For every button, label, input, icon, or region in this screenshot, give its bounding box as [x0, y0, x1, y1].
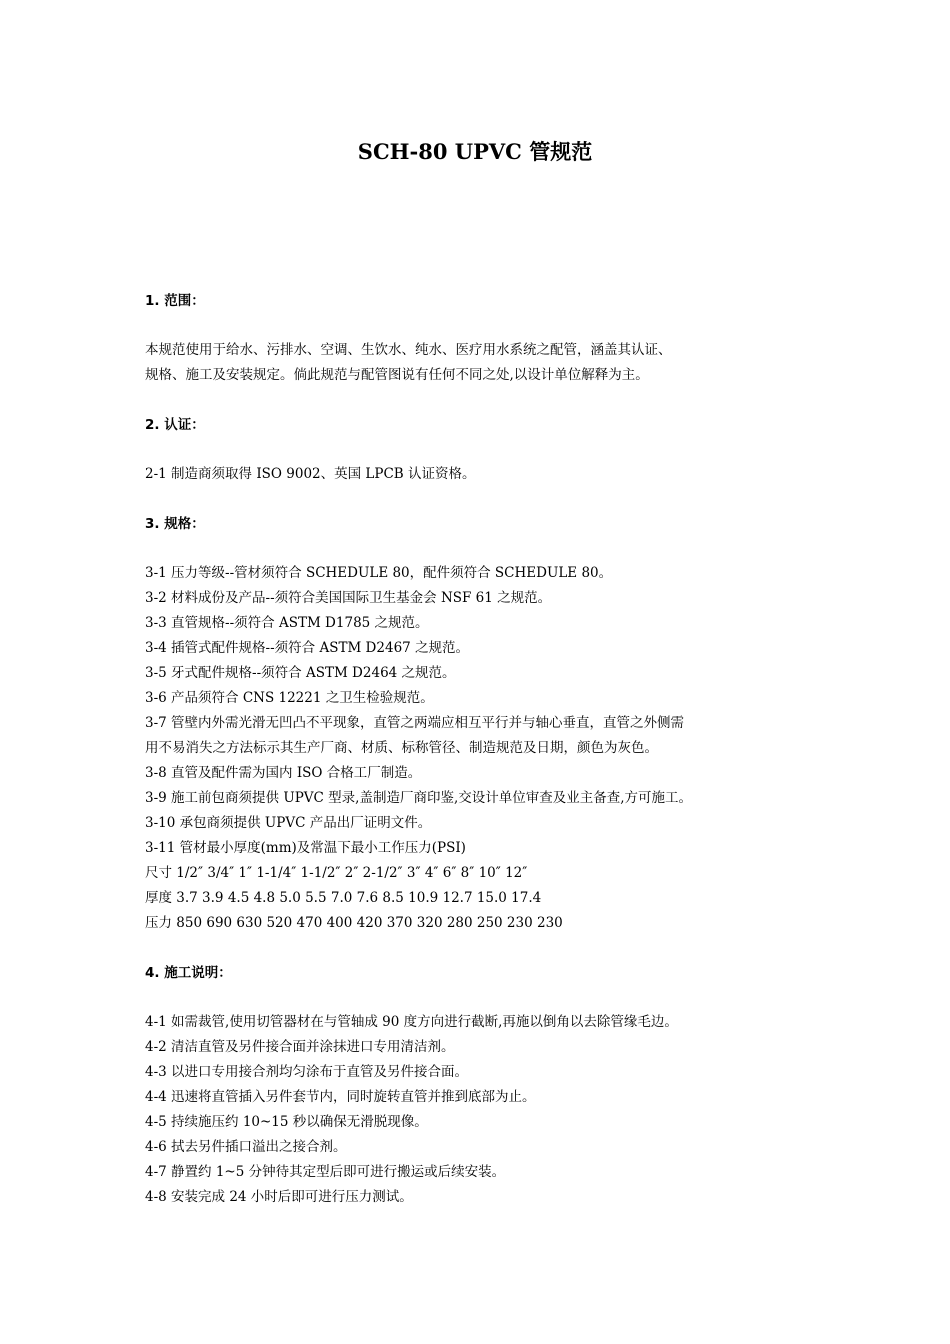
- pressure-row: 压力 850 690 630 520 470 400 420 370 320 280 250 230 230: [145, 915, 563, 931]
- list-item: 4-2 清洁直管及另件接合面并涂抹进口专用清洁剂。: [145, 1039, 455, 1055]
- thickness-row: 厚度 3.7 3.9 4.5 4.8 5.0 5.5 7.0 7.6 8.5 10.9 12.7 15.0 17.4: [145, 890, 542, 906]
- specifications-list: [145, 561, 815, 936]
- list-item: 用不易消失之方法标示其生产厂商、材质、标称管径、制造规范及日期，颜色为灰色。: [145, 740, 658, 756]
- list-item: 3-6 产品须符合 CNS 12221 之卫生检验规范。: [145, 690, 434, 706]
- document-body: [145, 288, 815, 1234]
- list-item: 4-8 安装完成 24 小时后即可进行压力测试。: [145, 1189, 413, 1205]
- list-item: 3-4 插管式配件规格--须符合 ASTM D2467 之规范。: [145, 640, 470, 656]
- list-item: 3-8 直管及配件需为国内 ISO 合格工厂制造。: [145, 765, 422, 781]
- list-item: 3-5 牙式配件规格--须符合 ASTM D2464 之规范。: [145, 665, 456, 681]
- section-heading-certification: 2. 认证：: [145, 417, 205, 433]
- list-item: 3-11 管材最小厚度(mm)及常温下最小工作压力(PSI): [145, 840, 466, 856]
- size-row: 尺寸 1/2″ 3/4″ 1″ 1-1/4″ 1-1/2″ 2″ 2-1/2″ 3″ 4″ 6″ 8″ 10″ 12″: [145, 865, 528, 881]
- construction-list: [145, 1010, 815, 1210]
- list-item: 3-1 压力等级--管材须符合 SCHEDULE 80，配件须符合 SCHEDULE 80。: [145, 565, 613, 581]
- certification-list: [145, 462, 815, 487]
- document-title: SCH-80 UPVC 管规范: [357, 139, 593, 164]
- list-item: 3-2 材料成份及产品--须符合美国国际卫生基金会 NSF 61 之规范。: [145, 590, 552, 606]
- list-item: 2-1 制造商须取得 ISO 9002、英国 LPCB 认证资格。: [145, 466, 476, 482]
- list-item: 4-4 迅速将直管插入另件套节内，同时旋转直管并推到底部为止。: [145, 1089, 536, 1105]
- list-item: 4-7 静置约 1~5 分钟待其定型后即可进行搬运或后续安装。: [145, 1164, 506, 1180]
- scope-paragraph: [145, 338, 815, 388]
- list-item: 4-6 拭去另件插口溢出之接合剂。: [145, 1139, 347, 1155]
- section-heading-specifications: 3. 规格：: [145, 516, 205, 532]
- section-heading-scope: 1. 范围：: [145, 293, 205, 309]
- list-item: 4-1 如需裁管,使用切管器材在与管轴成 90 度方向进行截断,再施以倒角以去除管缘毛边。: [145, 1014, 678, 1030]
- list-item: 3-3 直管规格--须符合 ASTM D1785 之规范。: [145, 615, 429, 631]
- list-item: 3-9 施工前包商须提供 UPVC 型录,盖制造厂商印鉴,交设计单位审查及业主备查,方可施工。: [145, 790, 693, 806]
- list-item: 4-5 持续施压约 10~15 秒以确保无滑脱现像。: [145, 1114, 428, 1130]
- paragraph-line: 规格、施工及安装规定。倘此规范与配管图说有任何不同之处,以设计单位解释为主。: [145, 367, 649, 383]
- list-item: 3-7 管壁内外需光滑无凹凸不平现象，直管之两端应相互平行并与轴心垂直，直管之外侧需: [145, 715, 685, 731]
- paragraph-line: 本规范使用于给水、污排水、空调、生饮水、纯水、医疗用水系统之配管，涵盖其认证、: [145, 342, 672, 358]
- list-item: 3-10 承包商须提供 UPVC 产品出厂证明文件。: [145, 815, 432, 831]
- list-item: 4-3 以进口专用接合剂均匀涂布于直管及另件接合面。: [145, 1064, 469, 1080]
- section-heading-construction: 4. 施工说明：: [145, 965, 232, 981]
